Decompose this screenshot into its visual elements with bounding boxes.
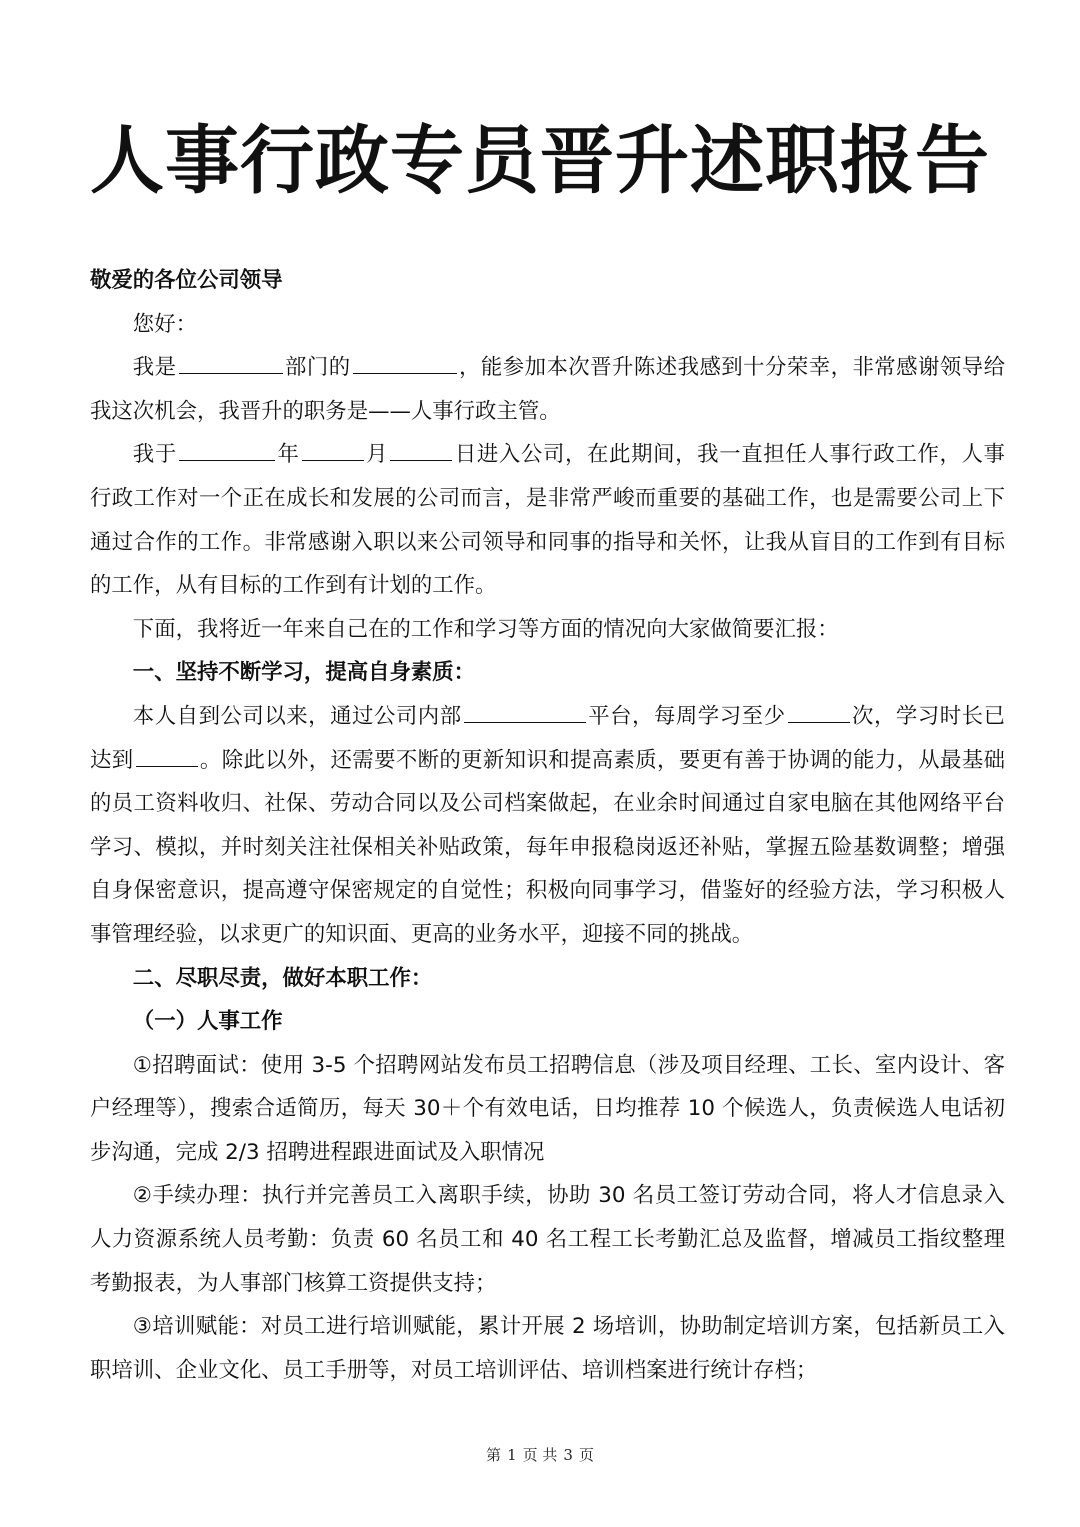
page-footer — [0, 1444, 1080, 1465]
blank-year — [179, 439, 275, 461]
greeting: 敬爱的各位公司领导 — [90, 268, 283, 293]
item-training: ③培训赋能：对员工进行培训赋能，累计开展 2 场培训，协助制定培训方案，包括新员工入职培训、企业文化、员工手册等，对员工培训评估、培训档案进行统计存档； — [90, 1314, 1005, 1383]
document-body — [90, 259, 1005, 1392]
footer-suffix: 页 — [578, 1446, 594, 1464]
text: 月 — [365, 442, 389, 468]
heading-duties: 二、尽职尽责，做好本职工作： — [132, 965, 433, 991]
footer-page-number: 1 — [507, 1446, 517, 1464]
text: 次，学习时长已达到 — [90, 703, 1005, 773]
blank-month — [302, 439, 364, 461]
text: 部门的 — [284, 355, 351, 381]
item-recruitment: ①招聘面试：使用 3-5 个招聘网站发布员工招聘信息（涉及项目经理、工长、室内设计、客户经理等），搜索合适简历，每天 30＋个有效电话，日均推荐 10 个候选人，负责候选人电话初步沟通，完成 2/3 招聘进程跟进面试及入职情况 — [90, 1052, 1005, 1165]
document-title: 人事行政专员晋升述职报告 — [90, 118, 990, 204]
heading-learning: 一、坚持不断学习，提高自身素质： — [132, 660, 476, 686]
text: 。除此以外，还需要不断的更新知识和提高素质，要更有善于协调的能力，从最基础的员工资料收归、社保、劳动合同以及公司档案做起，在业余时间通过自家电脑在其他网络平台学习、模拟，并时刻关注社保相关补贴政策，每年申报稳岗返还补贴，掌握五险基数调整；增强自身保密意识，提高遵守保密规定的自觉性；积极向同事学习，借鉴好的经验方法，学习积极人事管理经验，以求更广的知识面、更高的业务水平，迎接不同的挑战。 — [90, 747, 1005, 947]
paragraph-intro — [90, 346, 1005, 433]
text: ，能参加本次晋升陈述我感到十分荣幸，非常感谢领导给我这次机会，我晋升的职务是——人事行政主管。 — [90, 355, 1005, 424]
footer-total-pages: 3 — [563, 1446, 573, 1464]
blank-position — [353, 352, 457, 374]
item-procedures: ②手续办理：执行并完善员工入离职手续，协助 30 名员工签订劳动合同，将人才信息录入人力资源系统人员考勤：负责 60 名员工和 40 名工程工长考勤汇总及监督，增减员工指纹整理考勤报表，为人事部门核算工资提供支持； — [90, 1183, 1005, 1296]
text: 我是 — [132, 355, 177, 381]
blank-times — [788, 701, 850, 723]
blank-platform — [464, 701, 586, 723]
hello-line: 您好： — [132, 311, 197, 337]
footer-mid: 页 共 — [522, 1446, 558, 1464]
blank-duration — [136, 744, 198, 766]
paragraph-report-intro: 下面，我将近一年来自己在的工作和学习等方面的情况向大家做简要汇报： — [132, 616, 839, 642]
subheading-hr: （一）人事工作 — [132, 1009, 283, 1035]
text: 平台，每周学习至少 — [587, 703, 786, 729]
text: 日进入公司，在此期间，我一直担任人事行政工作，人事行政工作对一个正在成长和发展的公司而言，是非常严峻而重要的基础工作，也是需要公司上下通过合作的工作。非常感谢入职以来公司领导和同事的指导和关怀，让我从盲目的工作到有目标的工作，从有目标的工作到有计划的工作。 — [90, 442, 1005, 599]
text: 年 — [276, 442, 300, 468]
text: 本人自到公司以来，通过公司内部 — [132, 703, 462, 729]
text: 我于 — [132, 442, 177, 468]
blank-department — [179, 352, 283, 374]
blank-day — [390, 439, 452, 461]
paragraph-learning — [90, 695, 1005, 957]
paragraph-join-date — [90, 433, 1005, 607]
footer-prefix: 第 — [486, 1446, 502, 1464]
